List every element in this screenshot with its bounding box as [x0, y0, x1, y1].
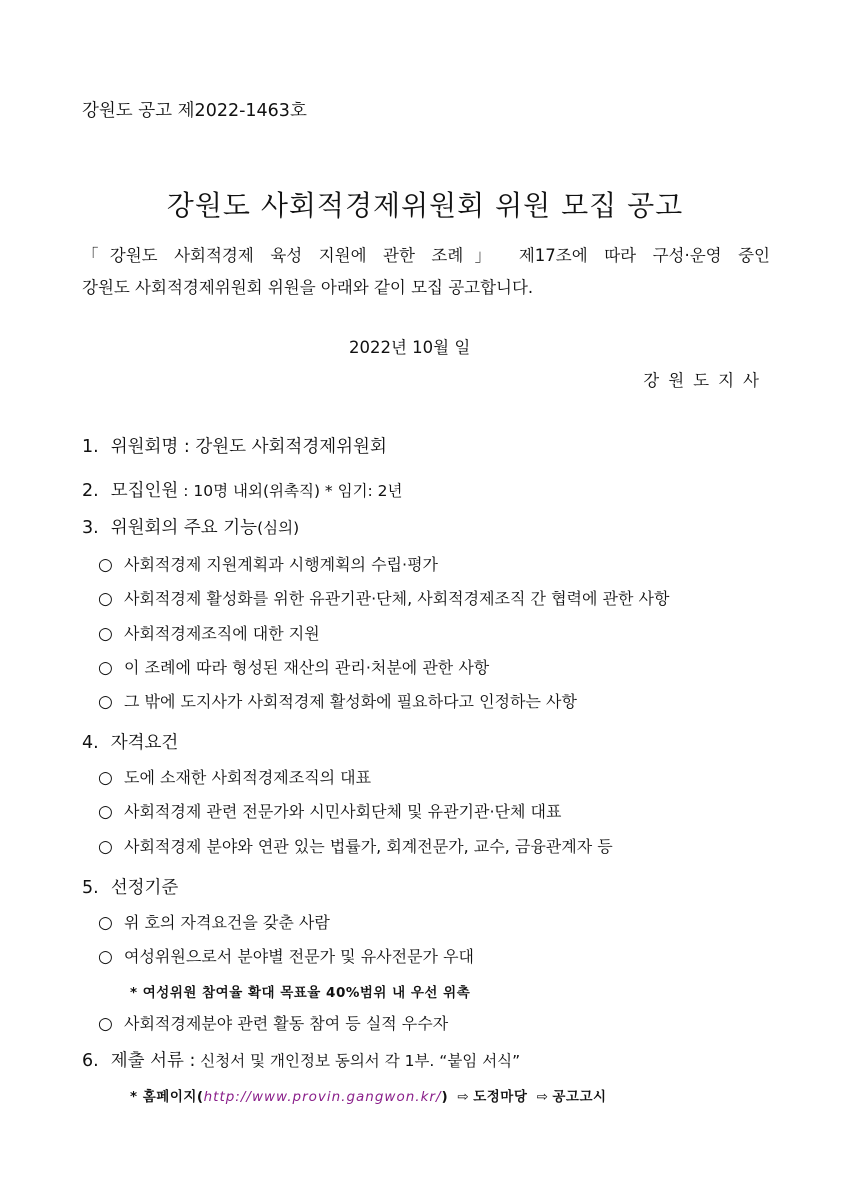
intro-paragraph — [82, 240, 770, 304]
circle-bullet-icon: ○ — [98, 624, 113, 644]
section-heading: 위원회의 주요 기능 — [110, 518, 258, 538]
circle-bullet-icon: ○ — [98, 692, 113, 712]
issuer: 강원도지사 — [643, 371, 768, 390]
item-text: 그 밖에 도지사가 사회적경제 활성화에 필요하다고 인정하는 사항 — [124, 692, 577, 711]
list-item — [98, 689, 577, 712]
item-text: 사회적경제 활성화를 위한 유관기관·단체, 사회적경제조직 간 협력에 관한 사항 — [124, 589, 670, 608]
homepage-link[interactable]: http://www.provin.gangwon.kr/ — [203, 1089, 442, 1105]
section-5 — [82, 874, 178, 899]
list-item — [98, 910, 330, 933]
item-text: 이 조례에 따라 형성된 재산의 관리·처분에 관한 사항 — [124, 658, 490, 677]
circle-bullet-icon: ○ — [98, 1014, 113, 1034]
arrow-right-icon: ⇨ — [457, 1089, 470, 1105]
section-number: 3. — [82, 518, 99, 538]
section-2 — [82, 477, 403, 502]
section-detail: 신청서 및 개인정보 동의서 각 1부. “붙임 서식” — [195, 1052, 521, 1070]
item-text: 사회적경제 지원계획과 시행계획의 수립·평가 — [124, 555, 439, 574]
list-item — [98, 586, 669, 609]
footnote: * 여성위원 참여율 확대 목표율 40%범위 내 우선 위촉 — [130, 985, 471, 1001]
section-detail: (심의) — [257, 519, 300, 537]
item-text: 사회적경제조직에 대한 지원 — [124, 624, 320, 643]
section-1 — [82, 433, 387, 458]
section-3 — [82, 514, 299, 539]
section-heading: 선정기준 — [110, 878, 179, 898]
list-item — [98, 552, 438, 575]
menu-path-1: 도정마당 — [473, 1089, 528, 1105]
section-detail: : 10명 내외(위촉직) * 임기: 2년 — [178, 482, 403, 500]
section-heading: 모집인원 — [110, 481, 179, 501]
section-6 — [82, 1047, 520, 1072]
section-number: 5. — [82, 878, 99, 898]
circle-bullet-icon: ○ — [98, 589, 113, 609]
note-prefix: * 홈페이지( — [130, 1089, 204, 1105]
section-heading: 자격요건 — [110, 733, 179, 753]
list-item — [98, 1011, 448, 1034]
section-heading: 위원회명 : 강원도 사회적경제위원회 — [110, 437, 387, 457]
item-text: 사회적경제분야 관련 활동 참여 등 실적 우수자 — [124, 1014, 449, 1033]
notice-date: 2022년 10월 일 — [349, 338, 471, 357]
list-item — [98, 621, 320, 644]
item-text: 도에 소재한 사회적경제조직의 대표 — [124, 768, 372, 787]
section-4 — [82, 729, 178, 754]
circle-bullet-icon: ○ — [98, 555, 113, 575]
circle-bullet-icon: ○ — [98, 802, 113, 822]
menu-path-2: 공고고시 — [552, 1089, 607, 1105]
circle-bullet-icon: ○ — [98, 658, 113, 678]
section-heading: 제출 서류 : — [110, 1051, 196, 1071]
list-item — [98, 799, 561, 822]
item-text: 사회적경제 분야와 연관 있는 법률가, 회계전문가, 교수, 금융관계자 등 — [124, 837, 613, 856]
intro-line-1: 「강원도 사회적경제 육성 지원에 관한 조례」 제17조에 따라 구성·운영 중인 — [82, 246, 770, 265]
list-item — [98, 944, 474, 967]
circle-bullet-icon: ○ — [98, 768, 113, 788]
circle-bullet-icon: ○ — [98, 837, 113, 857]
section-number: 4. — [82, 733, 99, 753]
arrow-right-icon: ⇨ — [536, 1089, 549, 1105]
page-title: 강원도 사회적경제위원회 위원 모집 공고 — [166, 189, 684, 222]
circle-bullet-icon: ○ — [98, 947, 113, 967]
section-number: 1. — [82, 437, 99, 457]
notice-number: 강원도 공고 제2022-1463호 — [82, 101, 307, 121]
list-item — [98, 834, 613, 857]
list-item — [98, 765, 371, 788]
note-suffix: ) — [441, 1089, 449, 1105]
homepage-note — [130, 1085, 607, 1105]
item-text: 여성위원으로서 분야별 전문가 및 유사전문가 우대 — [124, 947, 475, 966]
circle-bullet-icon: ○ — [98, 913, 113, 933]
item-text: 위 호의 자격요건을 갖춘 사람 — [124, 913, 330, 932]
list-item — [98, 655, 489, 678]
intro-line-2: 강원도 사회적경제위원회 위원을 아래와 같이 모집 공고합니다. — [82, 278, 534, 297]
section-number: 6. — [82, 1051, 99, 1071]
item-text: 사회적경제 관련 전문가와 시민사회단체 및 유관기관·단체 대표 — [124, 802, 562, 821]
section-number: 2. — [82, 481, 99, 501]
